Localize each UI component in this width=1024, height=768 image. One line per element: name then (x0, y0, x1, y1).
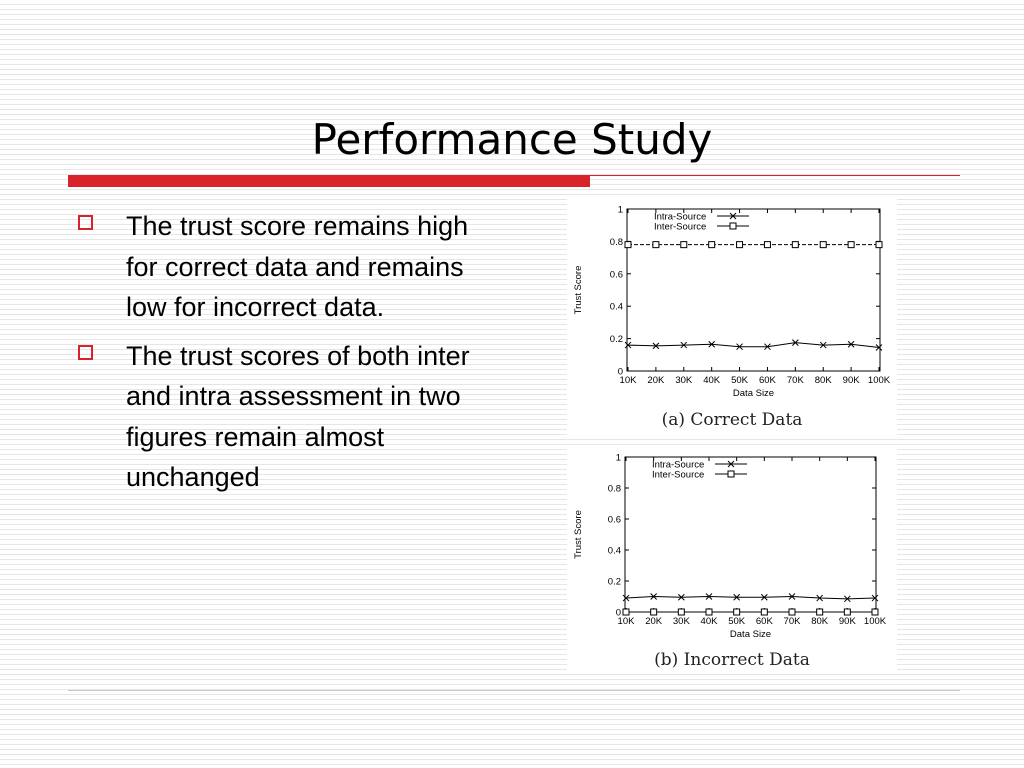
square-marker (789, 609, 795, 615)
x-tick-label: 100K (867, 375, 891, 386)
x-tick-label: 50K (731, 375, 749, 386)
x-tick-label: 20K (647, 375, 665, 386)
chart-caption: (b) Incorrect Data (654, 650, 810, 670)
series-intra-source (623, 594, 878, 602)
y-tick-label: 0.6 (609, 269, 623, 281)
square-marker (820, 242, 826, 248)
square-marker (623, 609, 629, 615)
bullet-text: The trust score remains high for correct data and remains low for incorrect data. (126, 211, 469, 322)
legend-label: Intra-Source (654, 211, 707, 223)
x-tick-label: 10K (617, 616, 635, 627)
y-tick-label: 1 (617, 204, 623, 216)
bullet-item (76, 206, 496, 328)
square-marker (730, 223, 736, 229)
title-underline-thin (590, 175, 960, 176)
series-intra-source (625, 340, 882, 351)
y-tick-label: 0.4 (607, 545, 621, 557)
bullet-text: The trust scores of both inter and intra assessment in two figures remain almost unchanged (126, 340, 470, 492)
y-tick-label: 0.8 (607, 483, 621, 495)
x-tick-label: 30K (675, 375, 693, 386)
y-tick-label: 0.2 (609, 334, 623, 346)
x-tick-label: 60K (758, 375, 776, 386)
title-underline-thick (68, 175, 590, 187)
square-marker (761, 609, 767, 615)
square-marker (625, 242, 631, 248)
square-marker (737, 242, 743, 248)
square-marker (734, 609, 740, 615)
square-marker (764, 242, 770, 248)
square-marker (728, 471, 734, 477)
square-marker (844, 609, 850, 615)
chart-incorrect-data (567, 447, 897, 673)
chart-svg (567, 447, 897, 647)
y-tick-label: 1 (615, 452, 621, 464)
x-tick-label: 90K (842, 375, 860, 386)
x-tick-label: 60K (755, 616, 773, 627)
square-bullet-icon (78, 215, 93, 230)
y-axis-label: Trust Score (573, 265, 584, 315)
chart-svg (567, 199, 897, 409)
x-axis-label: Data Size (729, 629, 772, 640)
y-tick-label: 0.8 (609, 236, 623, 248)
y-tick-label: 0.4 (609, 301, 623, 313)
square-marker (792, 242, 798, 248)
x-tick-label: 70K (786, 375, 804, 386)
legend-label: Inter-Source (654, 221, 707, 233)
y-axis-label: Trust Score (573, 510, 584, 559)
y-tick-label: 0.6 (607, 514, 621, 526)
x-tick-label: 80K (814, 375, 832, 386)
square-bullet-icon (78, 345, 93, 360)
footer-divider (68, 690, 960, 691)
slide-title: Performance Study (311, 115, 713, 164)
chart-correct-data (567, 199, 897, 435)
series-line (628, 343, 879, 348)
square-marker (709, 242, 715, 248)
x-tick-label: 10K (619, 375, 637, 386)
series-line (626, 597, 875, 599)
square-marker (706, 609, 712, 615)
square-marker (876, 242, 882, 248)
x-axis-label: Data Size (732, 388, 775, 399)
bullet-list (76, 206, 496, 506)
legend-label: Intra-Source (652, 459, 705, 471)
y-tick-label: 0 (617, 366, 623, 378)
x-tick-label: 50K (728, 616, 746, 627)
square-marker (653, 242, 659, 248)
x-tick-label: 90K (838, 616, 856, 627)
x-tick-label: 40K (700, 616, 718, 627)
x-tick-label: 40K (703, 375, 721, 386)
y-tick-label: 0 (615, 607, 621, 619)
y-tick-label: 0.2 (607, 576, 621, 588)
square-marker (872, 609, 878, 615)
x-tick-label: 30K (672, 616, 690, 627)
legend-label: Inter-Source (652, 469, 705, 481)
square-marker (681, 242, 687, 248)
x-tick-label: 80K (811, 616, 829, 627)
series-inter-source (625, 242, 882, 248)
x-tick-label: 100K (863, 616, 887, 627)
x-tick-label: 20K (645, 616, 663, 627)
x-tick-label: 70K (783, 616, 801, 627)
bullet-item (76, 336, 496, 498)
square-marker (678, 609, 684, 615)
chart-caption: (a) Correct Data (661, 410, 803, 430)
square-marker (848, 242, 854, 248)
square-marker (651, 609, 657, 615)
square-marker (817, 609, 823, 615)
